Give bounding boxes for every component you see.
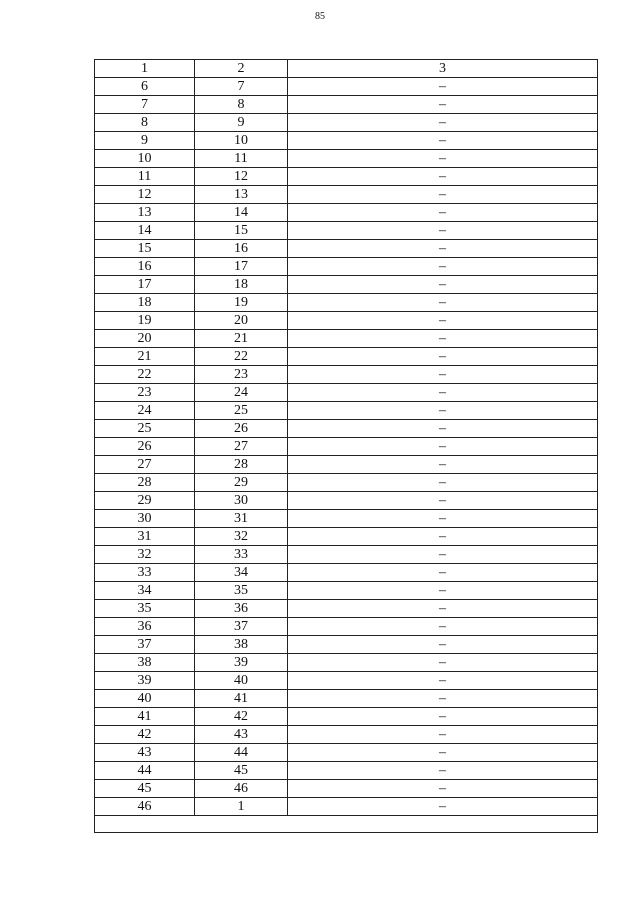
table-cell-col3: – <box>288 240 598 258</box>
table-row <box>95 384 598 402</box>
table-row <box>95 186 598 204</box>
table-row <box>95 150 598 168</box>
table-cell-col3: – <box>288 222 598 240</box>
table-header-row <box>95 60 598 78</box>
table-row <box>95 312 598 330</box>
table-cell-col1: 31 <box>95 528 195 546</box>
page-number: 85 <box>315 11 325 22</box>
table-cell-col2: 36 <box>195 600 288 618</box>
table-cell-col3: – <box>288 168 598 186</box>
table-row <box>95 672 598 690</box>
table-row <box>95 546 598 564</box>
table-cell-col2: 1 <box>195 798 288 816</box>
table-row <box>95 420 598 438</box>
table-footer-row <box>95 816 598 833</box>
table-row <box>95 330 598 348</box>
table-cell-col1: 46 <box>95 798 195 816</box>
table-row <box>95 114 598 132</box>
table-row <box>95 798 598 816</box>
table-cell-col2: 21 <box>195 330 288 348</box>
table-cell-col3: – <box>288 672 598 690</box>
header-cell-col1: 1 <box>95 60 195 78</box>
table-cell-col1: 13 <box>95 204 195 222</box>
table-cell-col2: 14 <box>195 204 288 222</box>
table-cell-col1: 12 <box>95 186 195 204</box>
table-row <box>95 78 598 96</box>
table-cell-col2: 31 <box>195 510 288 528</box>
table-cell-col1: 34 <box>95 582 195 600</box>
table-cell-col2: 33 <box>195 546 288 564</box>
table-cell-col3: – <box>288 330 598 348</box>
table-cell-col2: 19 <box>195 294 288 312</box>
table-cell-col1: 27 <box>95 456 195 474</box>
table-cell-col3: – <box>288 780 598 798</box>
table-cell-col1: 39 <box>95 672 195 690</box>
table-row <box>95 780 598 798</box>
table-row <box>95 474 598 492</box>
table-cell-col2: 43 <box>195 726 288 744</box>
table-cell-col1: 42 <box>95 726 195 744</box>
table-row <box>95 744 598 762</box>
table-cell-col1: 29 <box>95 492 195 510</box>
table-cell-col1: 28 <box>95 474 195 492</box>
table-cell-col1: 17 <box>95 276 195 294</box>
table-cell-col2: 11 <box>195 150 288 168</box>
table-cell-col2: 23 <box>195 366 288 384</box>
table-cell-col1: 8 <box>95 114 195 132</box>
table-cell-col1: 9 <box>95 132 195 150</box>
table-cell-col2: 27 <box>195 438 288 456</box>
table-cell-col3: – <box>288 582 598 600</box>
table-cell-col1: 6 <box>95 78 195 96</box>
table-cell-col2: 34 <box>195 564 288 582</box>
table-row <box>95 204 598 222</box>
table-cell-col3: – <box>288 294 598 312</box>
table-cell-col1: 10 <box>95 150 195 168</box>
data-table-container <box>94 59 597 833</box>
table-cell-col3: – <box>288 258 598 276</box>
table-cell-col2: 13 <box>195 186 288 204</box>
table-cell-col2: 32 <box>195 528 288 546</box>
table-row <box>95 366 598 384</box>
table-row <box>95 726 598 744</box>
table-cell-col2: 15 <box>195 222 288 240</box>
table-cell-col3: – <box>288 204 598 222</box>
table-cell-col2: 26 <box>195 420 288 438</box>
table-row <box>95 402 598 420</box>
table-cell-col2: 30 <box>195 492 288 510</box>
table-cell-col1: 26 <box>95 438 195 456</box>
table-row <box>95 654 598 672</box>
table-cell-col2: 44 <box>195 744 288 762</box>
table-cell-col3: – <box>288 78 598 96</box>
table-cell-col1: 23 <box>95 384 195 402</box>
table-cell-col2: 20 <box>195 312 288 330</box>
table-row <box>95 96 598 114</box>
table-row <box>95 618 598 636</box>
table-cell-col2: 39 <box>195 654 288 672</box>
table-cell-col1: 40 <box>95 690 195 708</box>
table-cell-col2: 16 <box>195 240 288 258</box>
table-cell-col3: – <box>288 402 598 420</box>
table-cell-col1: 38 <box>95 654 195 672</box>
table-cell-col3: – <box>288 348 598 366</box>
table-cell-col1: 35 <box>95 600 195 618</box>
table-cell-col3: – <box>288 600 598 618</box>
table-cell-col3: – <box>288 312 598 330</box>
table-cell-col2: 37 <box>195 618 288 636</box>
table-cell-col1: 22 <box>95 366 195 384</box>
table-cell-col1: 30 <box>95 510 195 528</box>
table-cell-col3: – <box>288 276 598 294</box>
table-cell-col2: 41 <box>195 690 288 708</box>
table-cell-col3: – <box>288 564 598 582</box>
table-row <box>95 510 598 528</box>
table-cell-col3: – <box>288 528 598 546</box>
table-cell-col1: 45 <box>95 780 195 798</box>
table-cell-col1: 14 <box>95 222 195 240</box>
table-row <box>95 222 598 240</box>
table-cell-col1: 36 <box>95 618 195 636</box>
table-cell-col1: 25 <box>95 420 195 438</box>
table-cell-col1: 43 <box>95 744 195 762</box>
table-cell-col1: 7 <box>95 96 195 114</box>
table-cell-col3: – <box>288 474 598 492</box>
table-cell-col2: 12 <box>195 168 288 186</box>
table-cell-col2: 24 <box>195 384 288 402</box>
table-cell-col3: – <box>288 654 598 672</box>
table-cell-col2: 18 <box>195 276 288 294</box>
header-cell-col2: 2 <box>195 60 288 78</box>
table-cell-col1: 11 <box>95 168 195 186</box>
table-cell-col1: 41 <box>95 708 195 726</box>
table-row <box>95 168 598 186</box>
table-cell-col2: 22 <box>195 348 288 366</box>
table-cell-col3: – <box>288 96 598 114</box>
table-cell-col3: – <box>288 150 598 168</box>
table-cell-col3: – <box>288 492 598 510</box>
table-row <box>95 240 598 258</box>
table-cell-col1: 37 <box>95 636 195 654</box>
table-body <box>95 60 598 833</box>
table-cell-col1: 20 <box>95 330 195 348</box>
table-row <box>95 528 598 546</box>
table-row <box>95 762 598 780</box>
table-cell-col2: 42 <box>195 708 288 726</box>
table-cell-col1: 24 <box>95 402 195 420</box>
table-cell-col1: 33 <box>95 564 195 582</box>
table-cell-col2: 46 <box>195 780 288 798</box>
table-cell-col2: 7 <box>195 78 288 96</box>
table-cell-col3: – <box>288 186 598 204</box>
table-row <box>95 582 598 600</box>
table-cell-col2: 40 <box>195 672 288 690</box>
table-cell-col3: – <box>288 366 598 384</box>
table-row <box>95 438 598 456</box>
header-cell-col3: 3 <box>288 60 598 78</box>
table-cell-col3: – <box>288 618 598 636</box>
table-row <box>95 132 598 150</box>
table-cell-col1: 18 <box>95 294 195 312</box>
table-cell-col3: – <box>288 636 598 654</box>
table-cell-col3: – <box>288 798 598 816</box>
table-cell-col2: 17 <box>195 258 288 276</box>
data-table <box>94 59 598 833</box>
table-cell-col3: – <box>288 690 598 708</box>
table-row <box>95 276 598 294</box>
table-cell-col3: – <box>288 744 598 762</box>
table-cell-col3: – <box>288 762 598 780</box>
table-cell-col2: 38 <box>195 636 288 654</box>
table-cell-col2: 45 <box>195 762 288 780</box>
table-row <box>95 564 598 582</box>
table-cell-col3: – <box>288 438 598 456</box>
table-cell-col3: – <box>288 114 598 132</box>
table-footer-cell <box>95 816 598 833</box>
table-cell-col3: – <box>288 132 598 150</box>
table-cell-col3: – <box>288 456 598 474</box>
table-cell-col1: 21 <box>95 348 195 366</box>
table-cell-col2: 29 <box>195 474 288 492</box>
table-cell-col2: 35 <box>195 582 288 600</box>
table-cell-col3: – <box>288 510 598 528</box>
table-row <box>95 492 598 510</box>
table-cell-col1: 32 <box>95 546 195 564</box>
table-cell-col3: – <box>288 384 598 402</box>
table-cell-col1: 16 <box>95 258 195 276</box>
table-cell-col2: 8 <box>195 96 288 114</box>
table-row <box>95 258 598 276</box>
table-cell-col3: – <box>288 708 598 726</box>
table-row <box>95 348 598 366</box>
table-row <box>95 636 598 654</box>
table-row <box>95 708 598 726</box>
table-row <box>95 690 598 708</box>
table-cell-col1: 19 <box>95 312 195 330</box>
table-row <box>95 456 598 474</box>
table-cell-col2: 28 <box>195 456 288 474</box>
table-cell-col1: 15 <box>95 240 195 258</box>
table-cell-col3: – <box>288 726 598 744</box>
table-row <box>95 294 598 312</box>
table-row <box>95 600 598 618</box>
table-cell-col2: 25 <box>195 402 288 420</box>
table-cell-col2: 10 <box>195 132 288 150</box>
table-cell-col2: 9 <box>195 114 288 132</box>
table-cell-col1: 44 <box>95 762 195 780</box>
table-cell-col3: – <box>288 420 598 438</box>
table-cell-col3: – <box>288 546 598 564</box>
